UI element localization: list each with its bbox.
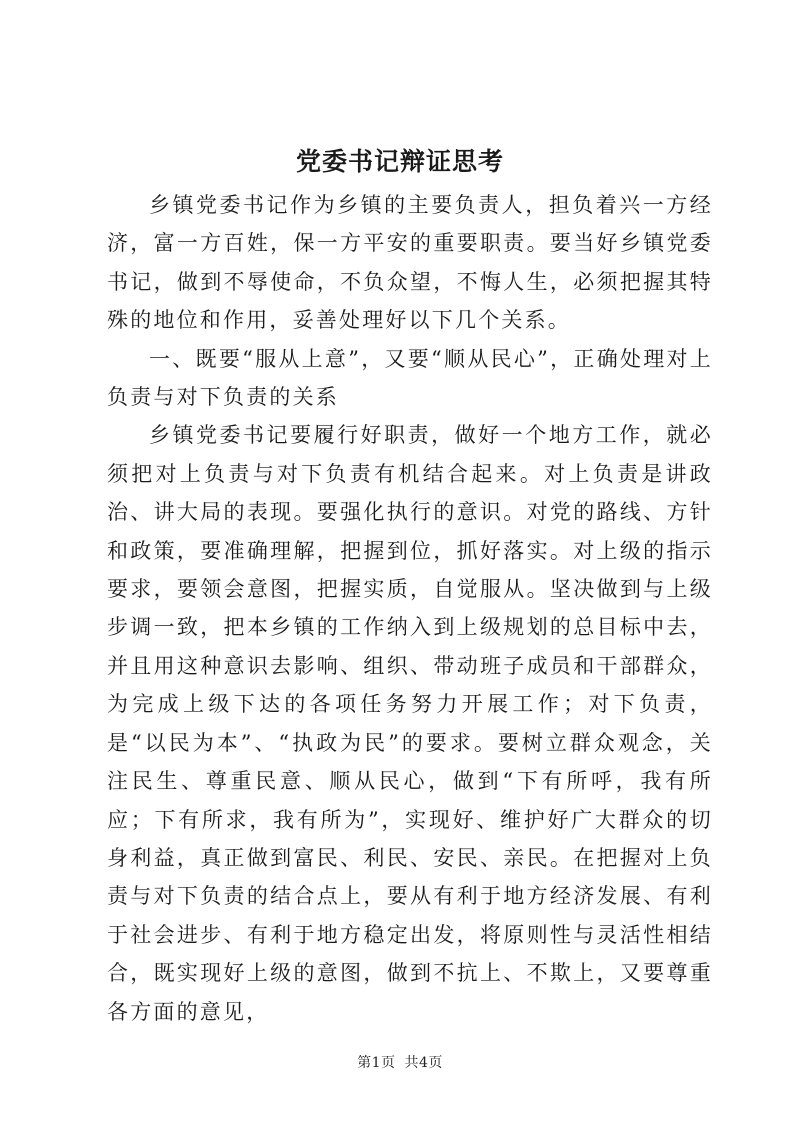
page-total: 共4页: [404, 1055, 443, 1071]
paragraph-section-1: 乡镇党委书记要履行好职责，做好一个地方工作，就必须把对上负责与对下负责有机结合起来。对上负责是讲政治、讲大局的表现。要强化执行的意识。对党的路线、方针和政策，要准确理解，把握到位，抓好落实。对上级的指示要求，要领会意图，把握实质，自觉服从。坚决做到与上级步调一致，把本乡镇的工作纳入到上级规划的总目标中去，并且用这种意识去影响、组织、带动班子成员和干部群众，为完成上级下达的各项任务努力开展工作；对下负责，是“以民为本”、“执政为民”的要求。要树立群众观念，关注民生、尊重民意、顺从民心，做到“下有所呼，我有所应；下有所求，我有所为”，实现好、维护好广大群众的切身利益，真正做到富民、利民、安民、亲民。在把握对上负责与对下负责的结合点上，要从有利于地方经济发展、有利于社会进步、有利于地方稳定出发，将原则性与灵活性相结合，既实现好上级的意图，做到不抗上、不欺上，又要尊重各方面的意见，: [107, 423, 713, 1024]
document-title: 党委书记辩证思考: [295, 147, 504, 176]
document-body: [107, 186, 713, 1031]
section-heading-1: 一、既要“服从上意”，又要“顺从民心”，正确处理对上负责与对下负责的关系: [107, 346, 713, 410]
page-footer: [0, 1052, 800, 1072]
page-number: 第1页: [357, 1055, 396, 1071]
paragraph-intro: 乡镇党委书记作为乡镇的主要负责人，担负着兴一方经济，富一方百姓，保一方平安的重要职责。要当好乡镇党委书记，做到不辱使命，不负众望，不悔人生，必须把握其特殊的地位和作用，妥善处理好以下几个关系。: [107, 193, 713, 333]
